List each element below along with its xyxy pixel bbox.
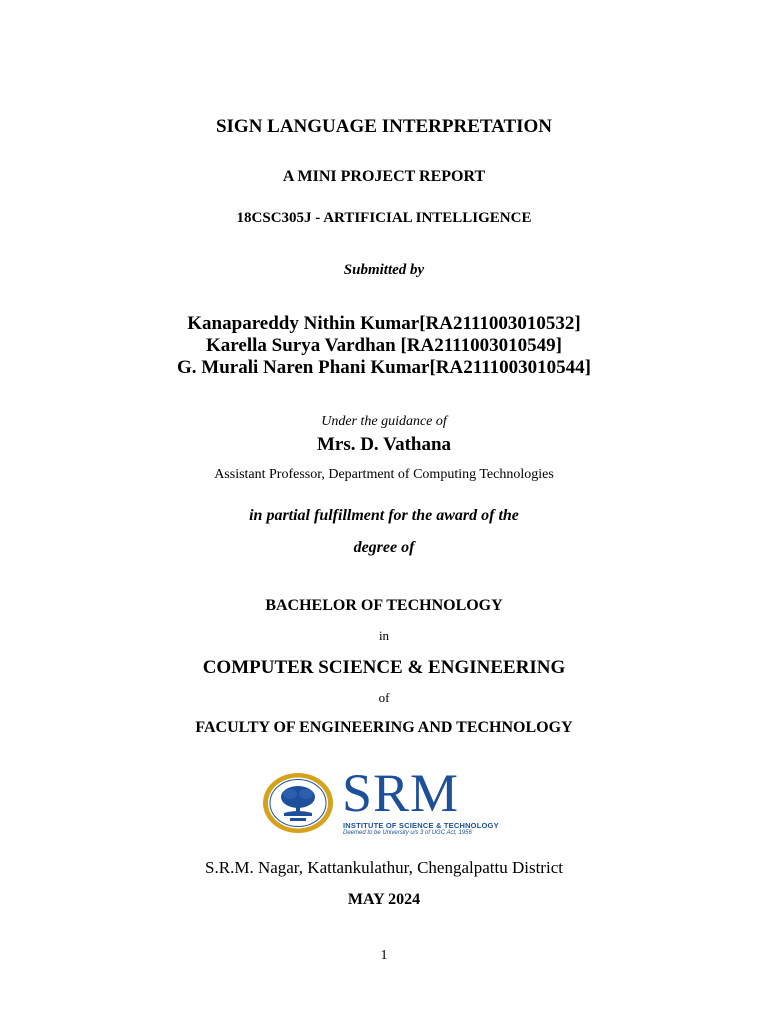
degree-name: BACHELOR OF TECHNOLOGY (265, 597, 503, 614)
srm-logo (262, 763, 508, 836)
logo-note: Deemed to be University u/s 3 of UGC Act, 1956 (343, 830, 472, 836)
logo-brand-text: SRM (342, 763, 460, 823)
course-name: 18CSC305J - ARTIFICIAL INTELLIGENCE (236, 210, 532, 226)
author-list (0, 313, 768, 379)
page-number: 1 (380, 948, 388, 963)
guide-name: Mrs. D. Vathana (316, 434, 452, 455)
submitted-by-label: Submitted by (343, 262, 425, 278)
author-name: G. Murali Naren Phani Kumar[RA2111003010544] (177, 357, 591, 378)
of-connector: of (378, 690, 390, 705)
author-name: Kanapareddy Nithin Kumar[RA2111003010532] (187, 313, 581, 334)
in-connector: in (378, 628, 390, 643)
logo-subtitle: INSTITUTE OF SCIENCE & TECHNOLOGY (343, 821, 499, 830)
department-name: COMPUTER SCIENCE & ENGINEERING (202, 657, 566, 678)
report-title: SIGN LANGUAGE INTERPRETATION (215, 116, 553, 137)
author-name: Karella Surya Vardhan [RA2111003010549] (206, 335, 562, 356)
fulfillment-text: in partial fulfillment for the award of the (249, 507, 519, 524)
university-seal-icon (262, 772, 334, 834)
fulfillment-text-degree: degree of (353, 539, 415, 556)
guide-designation: Assistant Professor, Department of Computing Technologies (214, 467, 554, 482)
guidance-label: Under the guidance of (321, 414, 447, 429)
submission-date: MAY 2024 (347, 891, 421, 908)
report-subtitle: A MINI PROJECT REPORT (282, 168, 486, 185)
logo-wordmark (342, 763, 512, 836)
faculty-name: FACULTY OF ENGINEERING AND TECHNOLOGY (195, 719, 573, 736)
institution-address: S.R.M. Nagar, Kattankulathur, Chengalpattu District (205, 858, 563, 877)
